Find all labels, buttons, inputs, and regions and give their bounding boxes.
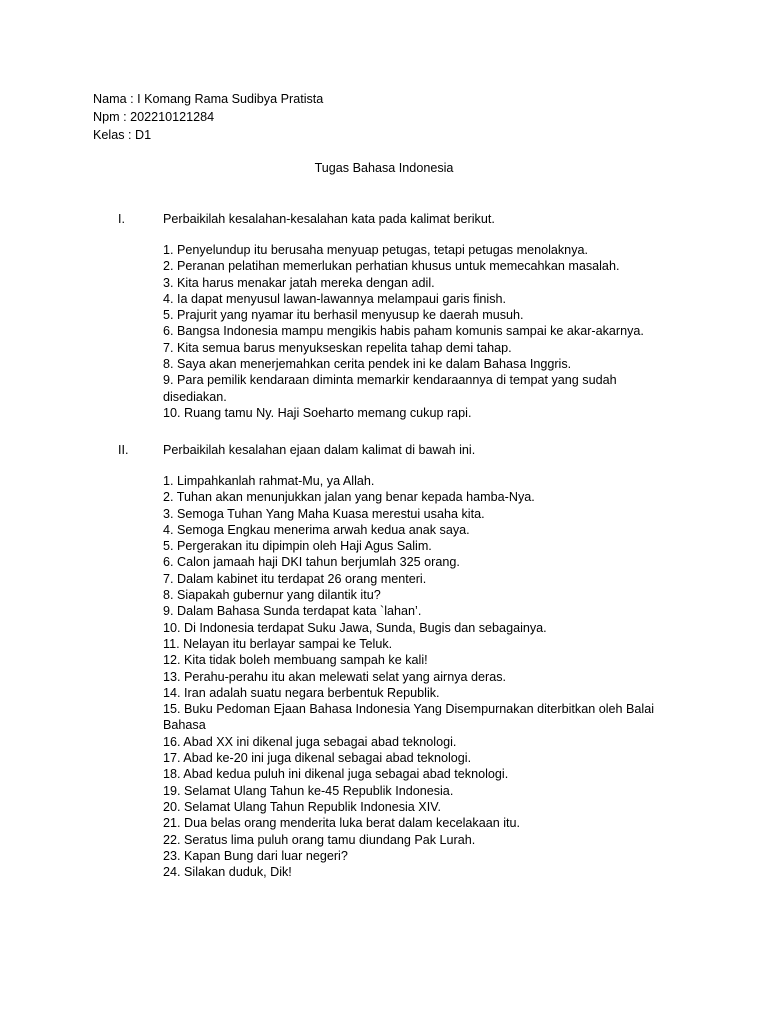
section-instruction: Perbaikilah kesalahan ejaan dalam kalimat di bawah ini.: [163, 443, 476, 457]
list-item: 10. Di Indonesia terdapat Suku Jawa, Sunda, Bugis dan sebagainya.: [163, 620, 547, 635]
list-item: 4. Ia dapat menyusul lawan-lawannya melampaui garis finish.: [163, 291, 507, 306]
section-numeral: I.: [118, 212, 125, 226]
list-item: 6. Bangsa Indonesia mampu mengikis habis paham komunis sampai ke akar-akarnya.: [163, 324, 644, 339]
section-instruction: Perbaikilah kesalahan-kesalahan kata pada kalimat berikut.: [163, 212, 495, 226]
list-item: 4. Semoga Engkau menerima arwah kedua anak saya.: [163, 522, 470, 537]
list-item: 8. Saya akan menerjemahkan cerita pendek ini ke dalam Bahasa Inggris.: [163, 357, 572, 372]
list-item: 17. Abad ke-20 ini juga dikenal sebagai abad teknologi.: [163, 751, 472, 766]
student-class: Kelas : D1: [93, 128, 152, 142]
list-item: 5. Pergerakan itu dipimpin oleh Haji Agus Salim.: [163, 539, 432, 554]
list-item: 12. Kita tidak boleh membuang sampah ke kali!: [163, 653, 428, 668]
list-item: 3. Kita harus menakar jatah mereka dengan adil.: [163, 275, 435, 290]
section-numeral: II.: [118, 443, 129, 457]
student-info: [93, 90, 323, 144]
document-title: Tugas Bahasa Indonesia: [314, 161, 454, 175]
list-item: 11. Nelayan itu berlayar sampai ke Teluk.: [163, 636, 393, 651]
list-item: 2. Tuhan akan menunjukkan jalan yang benar kepada hamba-Nya.: [163, 490, 535, 505]
list-item: 10. Ruang tamu Ny. Haji Soeharto memang cukup rapi.: [163, 405, 472, 420]
list-item: 19. Selamat Ulang Tahun ke-45 Republik Indonesia.: [163, 783, 454, 798]
list-item: 9. Para pemilik kendaraan diminta memarkir kendaraannya di tempat yang sudah disediakan.: [163, 373, 617, 404]
list-item: 18. Abad kedua puluh ini dikenal juga sebagai abad teknologi.: [163, 767, 509, 782]
list-item: 16. Abad XX ini dikenal juga sebagai abad teknologi.: [163, 734, 457, 749]
list-item: 23. Kapan Bung dari luar negeri?: [163, 848, 348, 863]
list-item: 6. Calon jamaah haji DKI tahun berjumlah 325 orang.: [163, 555, 460, 570]
list-item: 7. Dalam kabinet itu terdapat 26 orang menteri.: [163, 571, 427, 586]
list-item: 21. Dua belas orang menderita luka berat dalam kecelakaan itu.: [163, 816, 521, 831]
list-item: 14. Iran adalah suatu negara berbentuk Republik.: [163, 685, 440, 700]
list-item: 20. Selamat Ulang Tahun Republik Indonesia XIV.: [163, 799, 441, 814]
list-item: 9. Dalam Bahasa Sunda terdapat kata `lahan’.: [163, 604, 422, 619]
list-item: 7. Kita semua barus menyukseskan repelita tahap demi tahap.: [163, 340, 512, 355]
student-npm: Npm : 202210121284: [93, 110, 215, 124]
list-item: 13. Perahu-perahu itu akan melewati selat yang airnya deras.: [163, 669, 507, 684]
list-item: 2. Peranan pelatihan memerlukan perhatian khusus untuk memecahkan masalah.: [163, 259, 620, 274]
list-item: 8. Siapakah gubernur yang dilantik itu?: [163, 588, 381, 603]
list-item: 1. Limpahkanlah rahmat-Mu, ya Allah.: [163, 474, 375, 488]
question-list: [163, 473, 678, 880]
list-item: 24. Silakan duduk, Dik!: [163, 865, 292, 880]
student-name: Nama : I Komang Rama Sudibya Pratista: [93, 92, 324, 106]
list-item: 1. Penyelundup itu berusaha menyuap petugas, tetapi petugas menolaknya.: [163, 243, 588, 257]
list-item: 3. Semoga Tuhan Yang Maha Kuasa merestui usaha kita.: [163, 506, 485, 521]
list-item: 15. Buku Pedoman Ejaan Bahasa Indonesia Yang Disempurnakan diterbitkan oleh Balai Bahasa: [163, 702, 655, 733]
question-list: [163, 242, 678, 421]
list-item: 5. Prajurit yang nyamar itu berhasil menyusup ke daerah musuh.: [163, 308, 524, 323]
list-item: 22. Seratus lima puluh orang tamu diundang Pak Lurah.: [163, 832, 476, 847]
